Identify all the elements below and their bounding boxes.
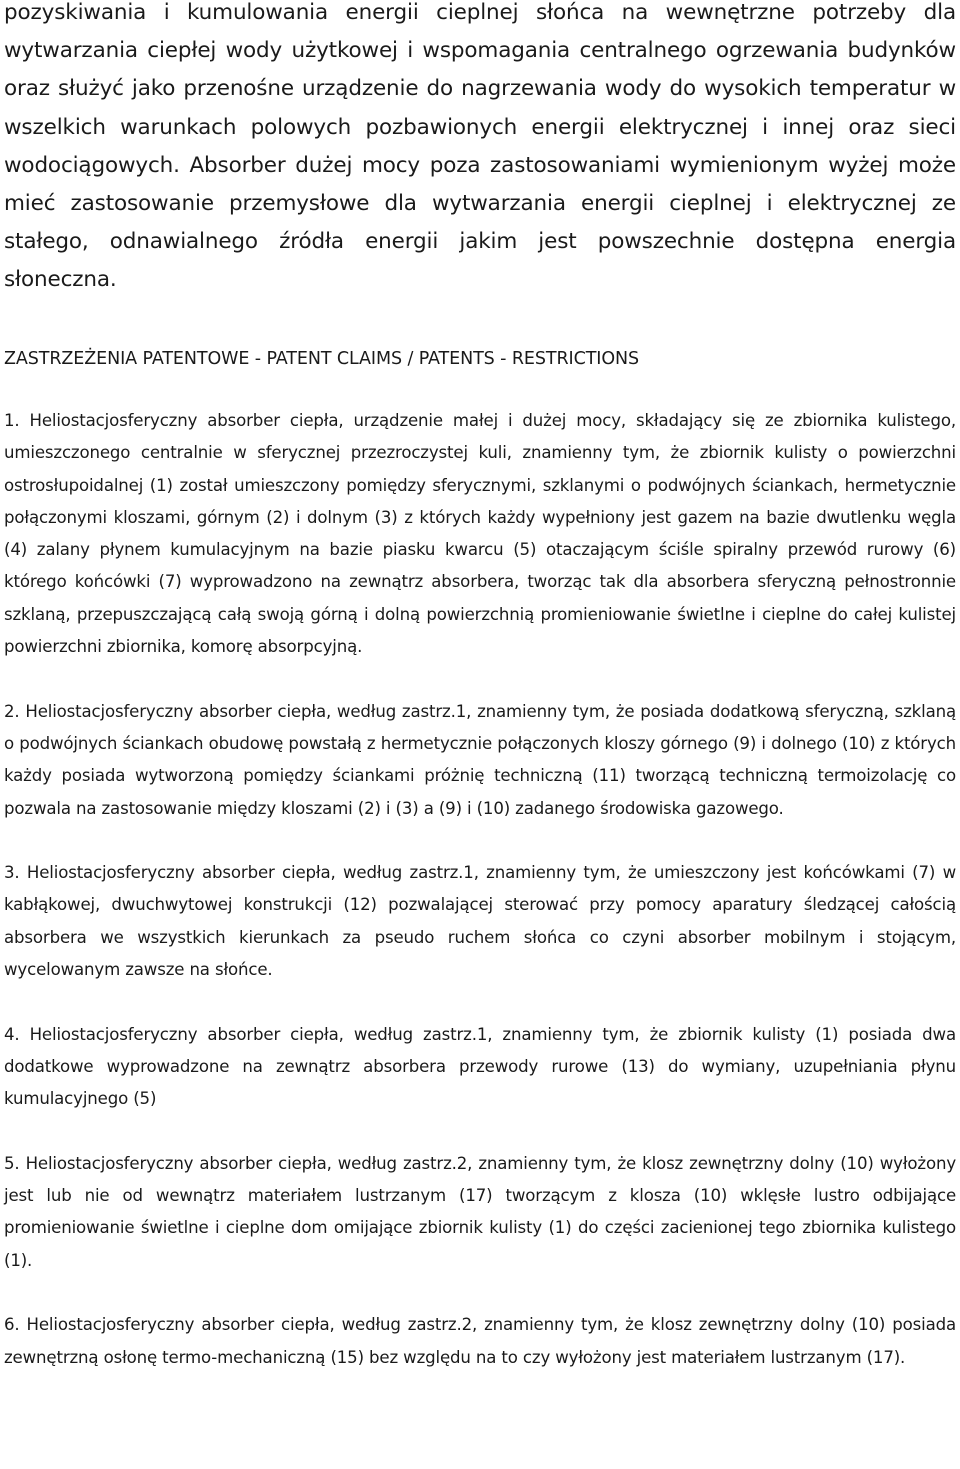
- intro-paragraph: pozyskiwania i kumulowania energii cieplnej słońca na wewnętrzne potrzeby dla wytwarzania ciepłej wody użytkowej i wspomagania centralnego ogrzewania budynków oraz służyć jako przenośne urządzenie do nagrzewania wody do wysokich temperatur w wszelkich warunkach polowych pozbawionych energii elektrycznej i innej oraz sieci wodociągowych. Absorber dużej mocy poza zastosowaniami wymienionym wyżej może mieć zastosowanie przemysłowe dla wytwarzania energii cieplnej i elektrycznej ze stałego, odnawialnego źródła energii jakim jest powszechnie dostępna energia słoneczna.: [4, 0, 956, 293]
- claim-4: 4. Heliostacjosferyczny absorber ciepła, według zastrz.1, znamienny tym, że zbiornik kulisty (1) posiada dwa dodatkowe wyprowadzone na zewnątrz absorbera przewody rurowe (13) do wymiany, uzupełniania płynu kumulacyjnego (5): [4, 1024, 956, 1109]
- claim-1: 1. Heliostacjosferyczny absorber ciepła, urządzenie małej i dużej mocy, składający się ze zbiornika kulistego, umieszczonego centralnie w sferycznej przezroczystej kuli, znamienny tym, że zbiornik kulisty o powierzchni ostrosłupoidalnej (1) został umieszczony pomiędzy sferycznymi, szklanymi o podwójnych ściankach, hermetycznie połączonymi kloszami, górnym (2) i dolnym (3) z których każdy wypełniony jest gazem na bazie dwutlenku węgla (4) zalany płynem kumulacyjnym na bazie piasku kwarcu (5) otaczającym ściśle spiralny przewód rurowy (6) którego końcówki (7) wyprowadzono na zewnątrz absorbera, tworząc tak dla absorbera sferyczną pełnostronnie szklaną, przepuszczającą całą swoją górną i dolną powierzchnią promieniowanie świetlne i cieplne do całej kulistej powierzchni zbiornika, komorę absorpcyjną.: [4, 411, 956, 657]
- claims-heading: ZASTRZEŻENIA PATENTOWE - PATENT CLAIMS / PATENTS - RESTRICTIONS: [4, 349, 640, 369]
- claims-list: [4, 405, 956, 1406]
- claim-6: 6. Heliostacjosferyczny absorber ciepła, według zastrz.2, znamienny tym, że klosz zewnętrzny dolny (10) posiada zewnętrzną osłonę termo-mechaniczną (15) bez względu na to czy wyłożony jest materiałem lustrzanym (17).: [4, 1315, 956, 1367]
- claim-2: 2. Heliostacjosferyczny absorber ciepła, według zastrz.1, znamienny tym, że posiada dodatkową sferyczną, szklaną o podwójnych ściankach obudowę powstałą z hermetycznie połączonych kloszy górnego (9) i dolnego (10) z których każdy posiada wytworzoną pomiędzy ściankami próżnię techniczną (11) tworzącą techniczną termoizolację co pozwala na zastosowanie między kloszami (2) i (3) a (9) i (10) zadanego środowiska gazowego.: [4, 701, 956, 818]
- claim-3: 3. Heliostacjosferyczny absorber ciepła, według zastrz.1, znamienny tym, że umieszczony jest końcówkami (7) w kabłąkowej, dwuchwytowej konstrukcji (12) pozwalającej sterować przy pomocy aparatury śledzącej całością absorbera we wszystkich kierunkach za pseudo ruchem słońca co czyni absorber mobilnym i stojącym, wycelowanym zawsze na słońce.: [4, 863, 956, 980]
- claim-5: 5. Heliostacjosferyczny absorber ciepła, według zastrz.2, znamienny tym, że klosz zewnętrzny dolny (10) wyłożony jest lub nie od wewnątrz materiałem lustrzanym (17) tworzącym z klosza (10) wklęsłe lustro odbijające promieniowanie świetlne i cieplne dom omijające zbiornik kulisty (1) do części zacienionej tego zbiornika kulistego (1).: [4, 1153, 956, 1270]
